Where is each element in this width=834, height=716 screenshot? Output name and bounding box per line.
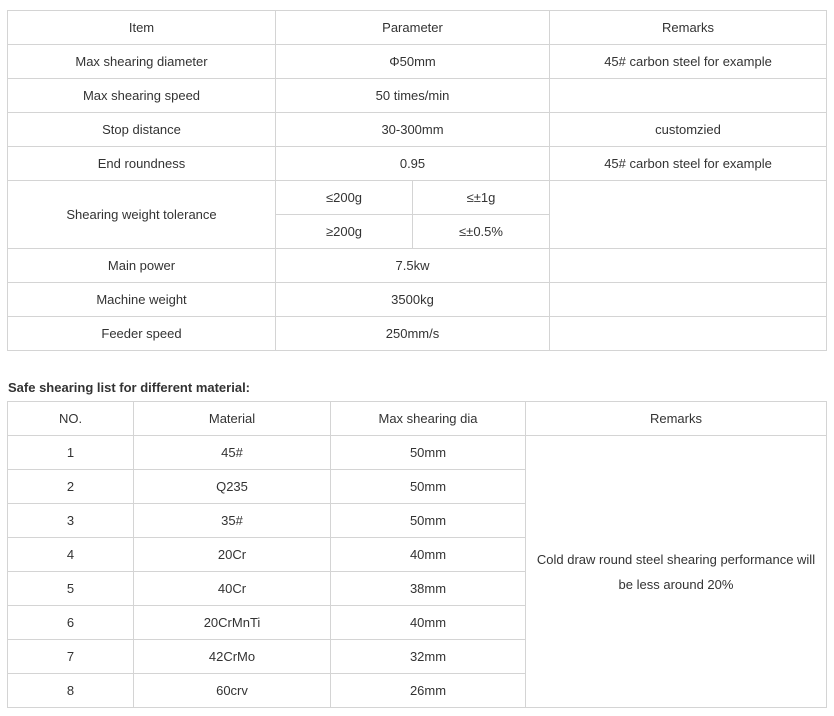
material-no: 3 bbox=[8, 504, 134, 538]
spec-row bbox=[8, 317, 827, 351]
spec-tolerance-row bbox=[8, 181, 827, 215]
spec-tolerance-value: ≤±0.5% bbox=[413, 215, 550, 249]
spec-parameter: Φ50mm bbox=[276, 45, 550, 79]
material-name: 42CrMo bbox=[134, 640, 331, 674]
spec-item: Max shearing speed bbox=[8, 79, 276, 113]
material-no: 6 bbox=[8, 606, 134, 640]
material-dia: 32mm bbox=[331, 640, 526, 674]
spec-tolerance-item: Shearing weight tolerance bbox=[8, 181, 276, 249]
material-name: Q235 bbox=[134, 470, 331, 504]
spec-parameter: 50 times/min bbox=[276, 79, 550, 113]
material-header-remarks: Remarks bbox=[526, 402, 827, 436]
spec-parameter: 30-300mm bbox=[276, 113, 550, 147]
spec-remarks: 45# carbon steel for example bbox=[550, 147, 827, 181]
spec-header-remarks: Remarks bbox=[550, 11, 827, 45]
spec-parameter: 0.95 bbox=[276, 147, 550, 181]
spec-remarks bbox=[550, 79, 827, 113]
material-no: 8 bbox=[8, 674, 134, 708]
spec-row bbox=[8, 147, 827, 181]
material-dia: 40mm bbox=[331, 606, 526, 640]
spec-item: Main power bbox=[8, 249, 276, 283]
material-header-no: NO. bbox=[8, 402, 134, 436]
material-dia: 26mm bbox=[331, 674, 526, 708]
spec-row bbox=[8, 283, 827, 317]
material-no: 7 bbox=[8, 640, 134, 674]
spec-table bbox=[7, 10, 827, 351]
spec-remarks: customzied bbox=[550, 113, 827, 147]
material-dia: 50mm bbox=[331, 470, 526, 504]
material-name: 40Cr bbox=[134, 572, 331, 606]
spec-parameter: 7.5kw bbox=[276, 249, 550, 283]
material-dia: 38mm bbox=[331, 572, 526, 606]
material-row bbox=[8, 436, 827, 470]
material-name: 20Cr bbox=[134, 538, 331, 572]
spec-tolerance-weight: ≥200g bbox=[276, 215, 413, 249]
material-dia: 50mm bbox=[331, 504, 526, 538]
material-remarks: Cold draw round steel shearing performance will be less around 20% bbox=[526, 436, 827, 708]
spec-remarks bbox=[550, 249, 827, 283]
spec-remarks: 45# carbon steel for example bbox=[550, 45, 827, 79]
spec-remarks bbox=[550, 317, 827, 351]
material-table bbox=[7, 401, 827, 708]
spec-header-item: Item bbox=[8, 11, 276, 45]
spec-remarks bbox=[550, 283, 827, 317]
material-no: 1 bbox=[8, 436, 134, 470]
spec-item: Stop distance bbox=[8, 113, 276, 147]
material-no: 4 bbox=[8, 538, 134, 572]
section-heading: Safe shearing list for different material: bbox=[8, 380, 251, 395]
material-name: 35# bbox=[134, 504, 331, 538]
spec-item: Max shearing diameter bbox=[8, 45, 276, 79]
material-no: 5 bbox=[8, 572, 134, 606]
spec-header-row bbox=[8, 11, 827, 45]
material-name: 60crv bbox=[134, 674, 331, 708]
spec-tolerance-remarks bbox=[550, 181, 827, 249]
spec-tolerance-value: ≤±1g bbox=[413, 181, 550, 215]
material-dia: 50mm bbox=[331, 436, 526, 470]
spec-parameter: 250mm/s bbox=[276, 317, 550, 351]
spec-item: Feeder speed bbox=[8, 317, 276, 351]
material-name: 20CrMnTi bbox=[134, 606, 331, 640]
material-name: 45# bbox=[134, 436, 331, 470]
spec-item: End roundness bbox=[8, 147, 276, 181]
spec-row bbox=[8, 45, 827, 79]
material-header-dia: Max shearing dia bbox=[331, 402, 526, 436]
spec-header-parameter: Parameter bbox=[276, 11, 550, 45]
spec-row bbox=[8, 113, 827, 147]
spec-parameter: 3500kg bbox=[276, 283, 550, 317]
spec-tolerance-weight: ≤200g bbox=[276, 181, 413, 215]
spec-row bbox=[8, 79, 827, 113]
material-dia: 40mm bbox=[331, 538, 526, 572]
spec-item: Machine weight bbox=[8, 283, 276, 317]
spec-row bbox=[8, 249, 827, 283]
material-header-material: Material bbox=[134, 402, 331, 436]
material-header-row bbox=[8, 402, 827, 436]
material-no: 2 bbox=[8, 470, 134, 504]
